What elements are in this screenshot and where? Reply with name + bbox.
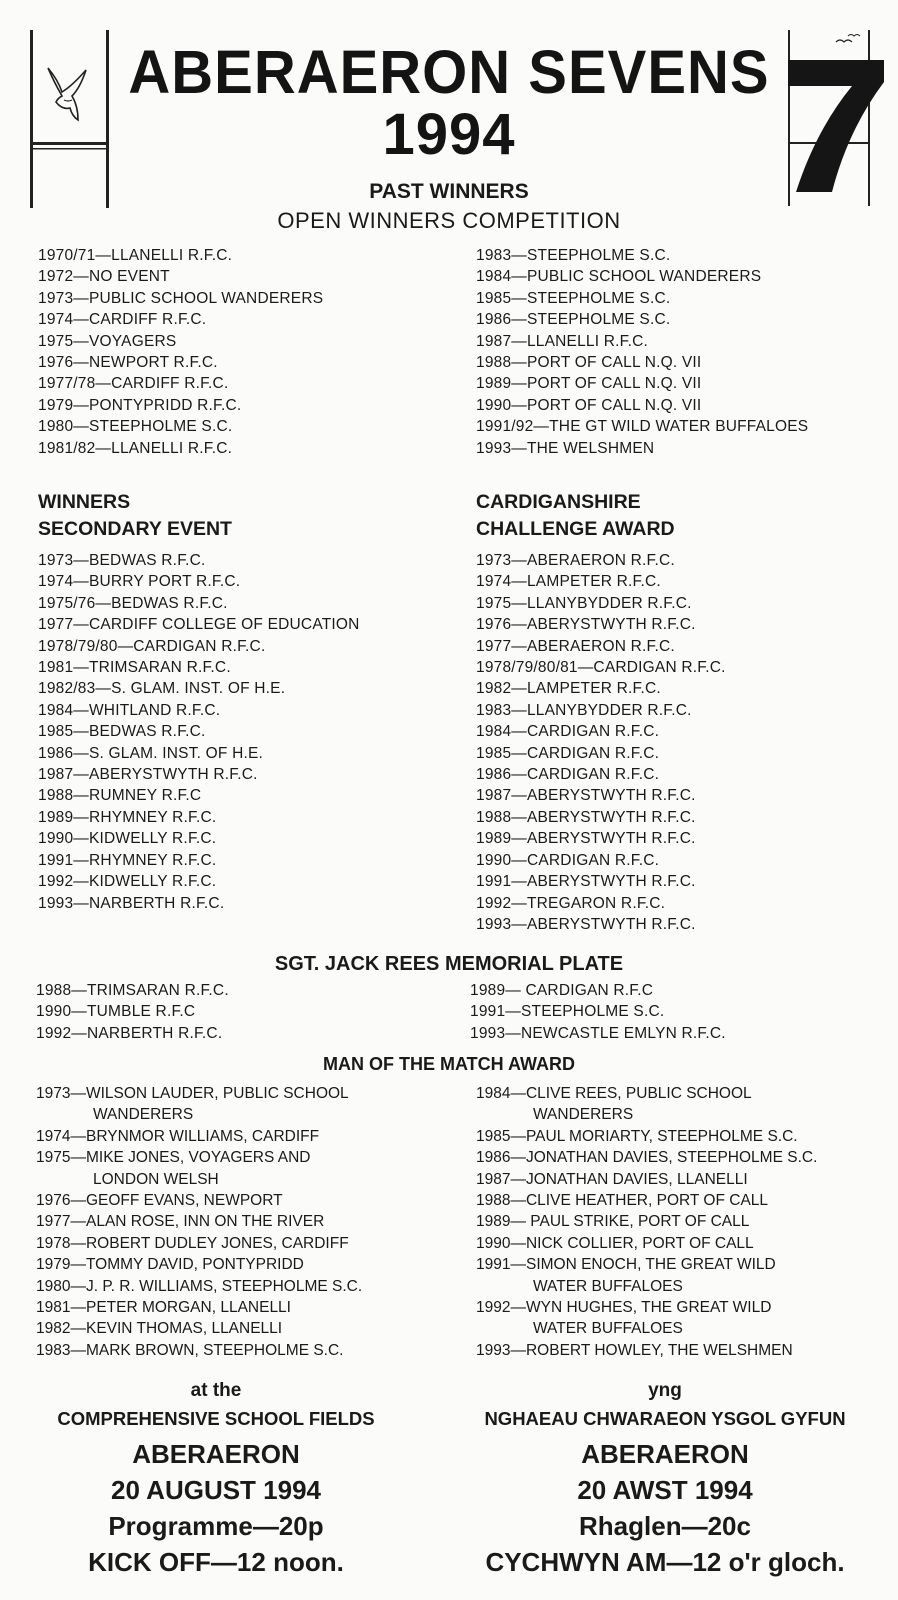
list-item: 1975/76—BEDWAS R.F.C. [38, 594, 228, 612]
list-item: 1990—TUMBLE R.F.C [36, 1003, 196, 1021]
list-item: 1989—ABERYSTWYTH R.F.C. [476, 830, 696, 848]
plate-left-list [36, 980, 229, 1044]
cardiganshire-heading-1: CARDIGANSHIRE [476, 491, 641, 513]
cardiganshire-award-list [476, 550, 726, 935]
footer-kickoff: KICK OFF—12 noon. [88, 1547, 344, 1577]
list-item: 1985—CARDIGAN R.F.C. [476, 744, 660, 762]
list-item: 1988—CLIVE HEATHER, PORT OF CALL [476, 1192, 769, 1210]
footer-price: Rhaglen—20c [579, 1511, 751, 1541]
footer-at: at the [190, 1380, 242, 1401]
footer-date: 20 AWST 1994 [577, 1475, 753, 1505]
list-item: 1991—ABERYSTWYTH R.F.C. [476, 873, 696, 891]
list-item: 1973—WILSON LAUDER, PUBLIC SCHOOL [36, 1085, 349, 1102]
list-item: 1975—LLANYBYDDER R.F.C. [476, 594, 692, 612]
list-item: 1987—LLANELLI R.F.C. [476, 332, 649, 350]
list-item: 1978—ROBERT DUDLEY JONES, CARDIFF [36, 1234, 349, 1252]
secondary-heading-1: WINNERS [38, 491, 131, 513]
list-item: 1973—BEDWAS R.F.C. [38, 552, 206, 569]
list-item-continuation: WATER BUFFALOES [533, 1277, 683, 1295]
list-item: 1989—PORT OF CALL N.Q. VII [476, 375, 702, 393]
list-item: 1978/79/80—CARDIGAN R.F.C. [38, 637, 266, 655]
list-item: 1988—TRIMSARAN R.F.C. [36, 982, 229, 999]
motm-left-list [36, 1083, 362, 1361]
open-winners-left-list [38, 245, 323, 459]
list-item: 1983—LLANYBYDDER R.F.C. [476, 701, 692, 719]
list-item-continuation: LONDON WELSH [93, 1170, 219, 1188]
list-item: 1974—LAMPETER R.F.C. [476, 573, 661, 591]
list-item-continuation: WANDERERS [93, 1106, 194, 1124]
list-item: 1977—ALAN ROSE, INN ON THE RIVER [36, 1213, 325, 1231]
list-item: 1992—TREGARON R.F.C. [476, 894, 666, 912]
list-item: 1991/92—THE GT WILD WATER BUFFALOES [476, 418, 809, 436]
motm-right-list [476, 1083, 817, 1361]
open-competition-heading: OPEN WINNERS COMPETITION [277, 208, 621, 233]
list-item: 1974—CARDIFF R.F.C. [38, 311, 207, 329]
list-item: 1984—WHITLAND R.F.C. [38, 701, 221, 719]
list-item: 1977/78—CARDIFF R.F.C. [38, 375, 229, 393]
list-item: 1980—J. P. R. WILLIAMS, STEEPHOLME S.C. [36, 1277, 363, 1295]
list-item: 1979—TOMMY DAVID, PONTYPRIDD [36, 1256, 304, 1274]
list-item: 1981—PETER MORGAN, LLANELLI [36, 1299, 291, 1317]
footer-at: yng [648, 1380, 682, 1401]
event-title: ABERAERON SEVENS [128, 38, 770, 107]
list-item: 1986—CARDIGAN R.F.C. [476, 766, 660, 784]
list-item: 1977—CARDIFF COLLEGE OF EDUCATION [38, 616, 360, 634]
list-item: 1978/79/80/81—CARDIGAN R.F.C. [476, 659, 726, 677]
list-item: 1979—PONTYPRIDD R.F.C. [38, 396, 242, 414]
footer-town: ABERAERON [581, 1439, 749, 1469]
list-item: 1991—STEEPHOLME S.C. [470, 1003, 665, 1021]
list-item: 1974—BURRY PORT R.F.C. [38, 573, 241, 591]
list-item: 1980—STEEPHOLME S.C. [38, 418, 233, 436]
list-item: 1977—ABERAERON R.F.C. [476, 637, 675, 655]
list-item-continuation: WATER BUFFALOES [533, 1320, 683, 1338]
event-year: 1994 [382, 102, 516, 167]
footer-price: Programme—20p [108, 1511, 324, 1541]
list-item: 1981—TRIMSARAN R.F.C. [38, 659, 231, 677]
list-item: 1982—LAMPETER R.F.C. [476, 680, 661, 698]
list-item-continuation: WANDERERS [533, 1106, 634, 1124]
list-item: 1970/71—LLANELLI R.F.C. [38, 247, 233, 264]
footer-kickoff: CYCHWYN AM—12 o'r gloch. [485, 1547, 845, 1577]
secondary-event-list [38, 550, 360, 914]
footer-english [0, 1378, 432, 1580]
plate-heading: SGT. JACK REES MEMORIAL PLATE [274, 953, 624, 975]
list-item: 1990—NICK COLLIER, PORT OF CALL [476, 1234, 754, 1252]
list-item: 1975—MIKE JONES, VOYAGERS AND [36, 1149, 311, 1167]
list-item: 1983—STEEPHOLME S.C. [476, 247, 671, 264]
list-item: 1982/83—S. GLAM. INST. OF H.E. [38, 680, 286, 698]
list-item: 1989—RHYMNEY R.F.C. [38, 808, 217, 826]
past-winners-heading: PAST WINNERS [369, 180, 529, 203]
list-item: 1986—STEEPHOLME S.C. [476, 311, 671, 329]
footer-venue: NGHAEAU CHWARAEON YSGOL GYFUN [484, 1408, 846, 1429]
list-item: 1986—S. GLAM. INST. OF H.E. [38, 744, 264, 762]
list-item: 1991—RHYMNEY R.F.C. [38, 851, 217, 869]
list-item: 1993—ABERYSTWYTH R.F.C. [476, 915, 696, 933]
list-item: 1989— CARDIGAN R.F.C [470, 982, 654, 999]
cardiganshire-heading-2: CHALLENGE AWARD [476, 518, 675, 540]
list-item: 1987—ABERYSTWYTH R.F.C. [38, 766, 258, 784]
list-item: 1972—NO EVENT [38, 268, 170, 286]
footer-welsh [432, 1378, 898, 1580]
list-item: 1992—NARBERTH R.F.C. [36, 1024, 223, 1042]
list-item: 1982—KEVIN THOMAS, LLANELLI [36, 1320, 283, 1338]
list-item: 1976—GEOFF EVANS, NEWPORT [36, 1192, 283, 1210]
motm-heading: MAN OF THE MATCH AWARD [323, 1054, 575, 1074]
list-item: 1985—STEEPHOLME S.C. [476, 289, 671, 307]
list-item: 1973—PUBLIC SCHOOL WANDERERS [38, 289, 324, 307]
list-item: 1986—JONATHAN DAVIES, STEEPHOLME S.C. [476, 1149, 818, 1167]
list-item: 1983—MARK BROWN, STEEPHOLME S.C. [36, 1341, 344, 1359]
list-item: 1992—WYN HUGHES, THE GREAT WILD [476, 1299, 772, 1317]
list-item: 1981/82—LLANELLI R.F.C. [38, 439, 233, 457]
list-item: 1987—JONATHAN DAVIES, LLANELLI [476, 1170, 748, 1188]
list-item: 1985—PAUL MORIARTY, STEEPHOLME S.C. [476, 1127, 798, 1145]
list-item: 1974—BRYNMOR WILLIAMS, CARDIFF [36, 1127, 320, 1145]
list-item: 1973—ABERAERON R.F.C. [476, 552, 675, 569]
list-item: 1975—VOYAGERS [38, 332, 177, 350]
footer-venue: COMPREHENSIVE SCHOOL FIELDS [57, 1408, 375, 1429]
list-item: 1993—NEWCASTLE EMLYN R.F.C. [470, 1024, 726, 1042]
list-item: 1987—ABERYSTWYTH R.F.C. [476, 787, 696, 805]
open-winners-right-list [476, 245, 808, 459]
list-item: 1991—SIMON ENOCH, THE GREAT WILD [476, 1256, 776, 1274]
list-item: 1990—CARDIGAN R.F.C. [476, 851, 660, 869]
list-item: 1976—ABERYSTWYTH R.F.C. [476, 616, 696, 634]
list-item: 1992—KIDWELLY R.F.C. [38, 873, 217, 891]
list-item: 1988—RUMNEY R.F.C [38, 787, 202, 805]
footer-date: 20 AUGUST 1994 [110, 1475, 322, 1505]
list-item: 1976—NEWPORT R.F.C. [38, 354, 218, 372]
list-item: 1985—BEDWAS R.F.C. [38, 723, 206, 741]
list-item: 1990—KIDWELLY R.F.C. [38, 830, 217, 848]
list-item: 1993—THE WELSHMEN [476, 439, 655, 457]
footer-town: ABERAERON [132, 1439, 300, 1469]
list-item: 1988—ABERYSTWYTH R.F.C. [476, 808, 696, 826]
list-item: 1993—ROBERT HOWLEY, THE WELSHMEN [476, 1341, 793, 1359]
list-item: 1989— PAUL STRIKE, PORT OF CALL [476, 1213, 750, 1231]
secondary-heading-2: SECONDARY EVENT [38, 518, 232, 540]
plate-right-list [470, 980, 726, 1044]
list-item: 1990—PORT OF CALL N.Q. VII [476, 396, 702, 414]
list-item: 1988—PORT OF CALL N.Q. VII [476, 354, 702, 372]
list-item: 1984—PUBLIC SCHOOL WANDERERS [476, 268, 762, 286]
list-item: 1984—CARDIGAN R.F.C. [476, 723, 660, 741]
list-item: 1984—CLIVE REES, PUBLIC SCHOOL [476, 1085, 752, 1102]
list-item: 1993—NARBERTH R.F.C. [38, 894, 225, 912]
